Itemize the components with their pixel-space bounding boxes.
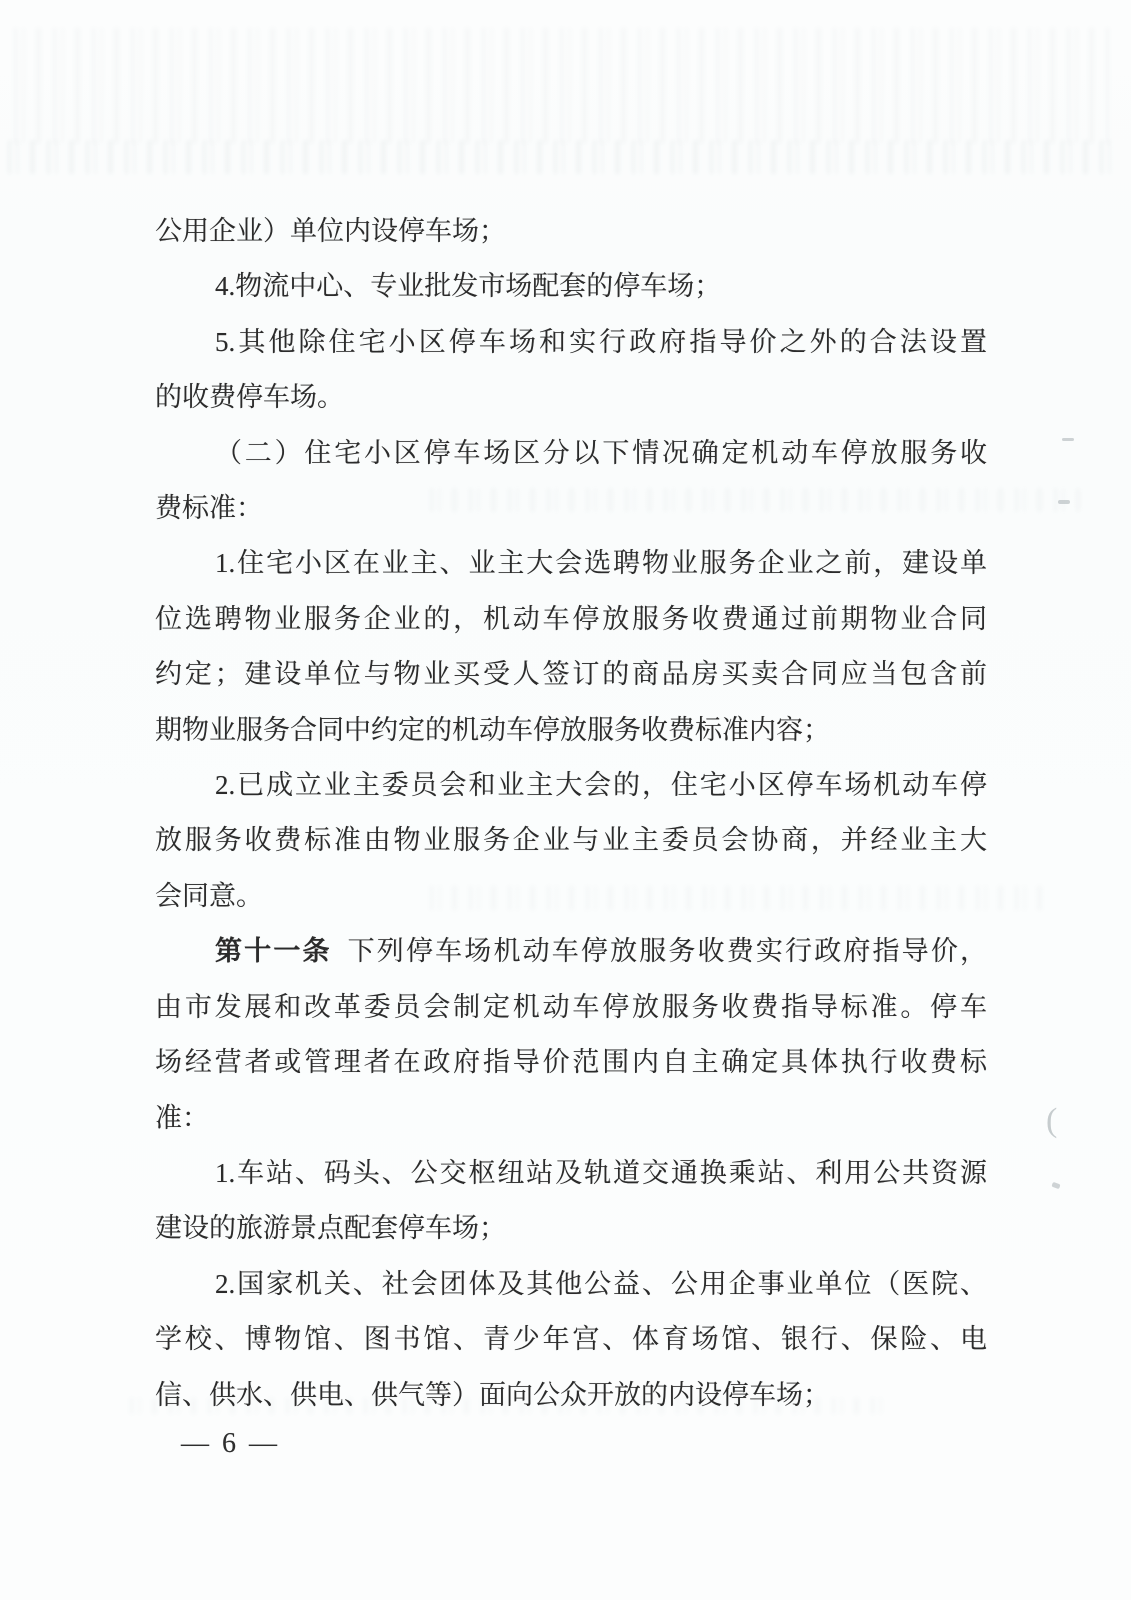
scan-speck [1058, 500, 1070, 504]
scan-ghosting-top [14, 28, 1114, 144]
faint-paren-mark: ( [1046, 1102, 1058, 1139]
text-line: 放服务收费标准由物业服务企业与业主委员会协商，并经业主大 [155, 825, 987, 856]
text-line: 建设的旅游景点配套停车场； [155, 1213, 506, 1244]
text-line: 费标准： [155, 493, 263, 524]
text-line: 期物业服务合同中约定的机动车停放服务收费标准内容； [155, 714, 830, 745]
text-line: 约定；建设单位与物业买受人签订的商品房买卖合同应当包含前 [155, 659, 987, 690]
text-line: 2.国家机关、社会团体及其他公益、公用企事业单位（医院、 [215, 1268, 987, 1299]
text-line: 位选聘物业服务企业的，机动车停放服务收费通过前期物业合同 [155, 603, 987, 634]
text-line: 由市发展和改革委员会制定机动车停放服务收费指导标准。停车 [155, 991, 987, 1022]
text-line: 公用企业）单位内设停车场； [155, 216, 506, 246]
text-line: 学校、博物馆、图书馆、青少年宫、体育场馆、银行、保险、电 [155, 1324, 987, 1355]
scan-ghosting-band [8, 140, 1120, 174]
text-line: 准： [155, 1102, 209, 1133]
text-line: 4.物流中心、专业批发市场配套的停车场； [215, 271, 722, 302]
scan-speck [1051, 1182, 1060, 1189]
text-line: （二）住宅小区停车场区分以下情况确定机动车停放服务收 [215, 437, 987, 468]
text-line [155, 924, 987, 979]
text-line: 会同意。 [155, 880, 263, 911]
text-line: 2.已成立业主委员会和业主大会的，住宅小区停车场机动车停 [215, 770, 987, 801]
text-line: 的收费停车场。 [155, 382, 344, 413]
scan-speck [1062, 438, 1074, 441]
text-line: 场经营者或管理者在政府指导价范围内自主确定具体执行收费标 [155, 1047, 987, 1078]
page-number: — 6 — [181, 1428, 280, 1459]
document-body [155, 204, 987, 1423]
text-line: 1.车站、码头、公交枢纽站及轨道交通换乘站、利用公共资源 [215, 1157, 987, 1188]
article-number: 第十一条 [215, 936, 332, 967]
text-line: 1.住宅小区在业主、业主大会选聘物业服务企业之前，建设单 [215, 548, 987, 579]
article-text: 下列停车场机动车停放服务收费实行政府指导价， [347, 936, 987, 967]
text-line: 5.其他除住宅小区停车场和实行政府指导价之外的合法设置 [215, 326, 987, 357]
text-line: 信、供水、供电、供气等）面向公众开放的内设停车场； [155, 1379, 830, 1410]
